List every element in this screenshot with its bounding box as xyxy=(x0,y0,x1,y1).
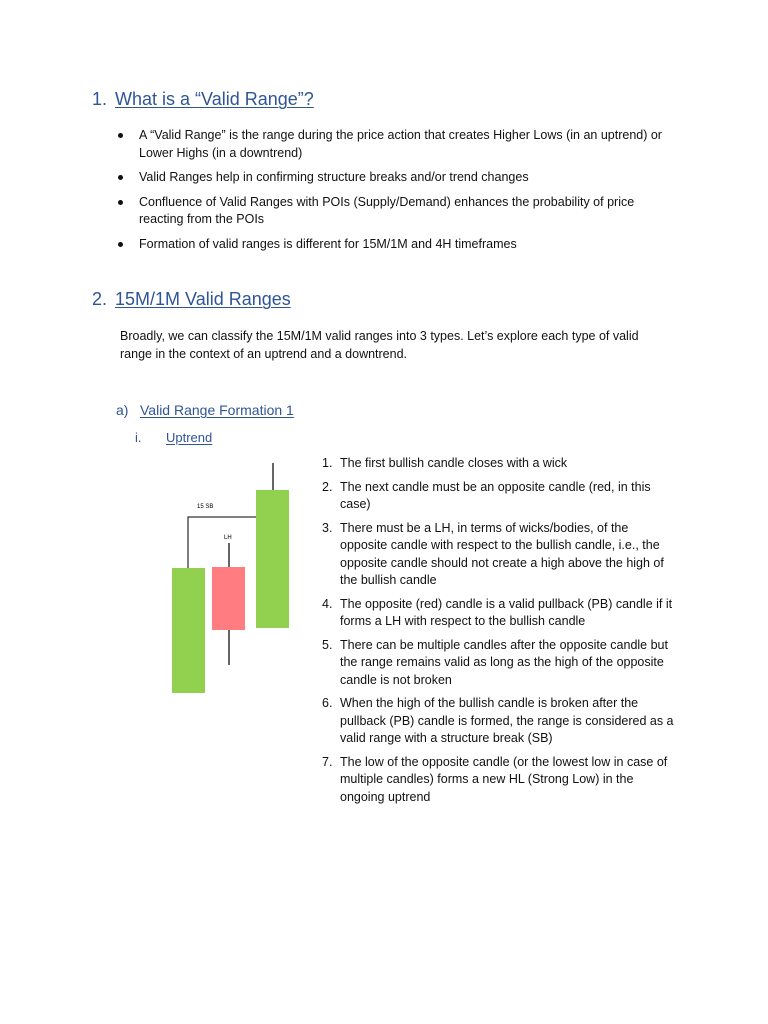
bullish-candle-2 xyxy=(256,490,289,628)
step-item: 3. There must be a LH, in terms of wicks/bodies, of the opposite candle with respect to the bullish candle, i.e., the opposite candle should not create a high above the high of the bullish candle xyxy=(322,520,664,587)
step-item: 5. There can be multiple candles after the opposite candle but the range remains valid as long as the high of the opposite candle is not broken xyxy=(322,637,668,687)
bullet-item: Confluence of Valid Ranges with POIs (Supply/Demand) enhances the probability of price reacting from the POIs xyxy=(116,194,676,229)
subheading-a-title: Valid Range Formation 1 xyxy=(140,402,294,418)
subheading-i xyxy=(135,430,212,445)
step-item: 1. The first bullish candle closes with a wick xyxy=(322,456,568,470)
bullet-item: Formation of valid ranges is different for 15M/1M and 4H timeframes xyxy=(116,236,676,254)
label-structure-break: 15 SB xyxy=(197,504,214,510)
subheading-i-number: i. xyxy=(135,430,142,445)
subheading-i-title: Uptrend xyxy=(166,430,213,445)
bullet-icon xyxy=(118,133,123,138)
section-2-heading xyxy=(92,289,291,310)
bullish-candle-1 xyxy=(172,568,205,693)
step-item: 2. The next candle must be an opposite candle (red, in this case) xyxy=(322,479,651,511)
label-lower-high: LH xyxy=(224,535,232,541)
step-item: 7. The low of the opposite candle (or the lowest low in case of multiple candles) forms a new HL (Strong Low) in the ongoing uptrend xyxy=(322,754,668,804)
section-1-title: What is a “Valid Range”? xyxy=(115,89,314,109)
bullet-icon xyxy=(118,242,123,247)
subheading-a xyxy=(116,402,294,418)
section-1-bullet-list xyxy=(116,127,676,260)
section-1-number: 1. xyxy=(92,89,108,109)
bearish-candle xyxy=(212,567,245,630)
section-2-intro: Broadly, we can classify the 15M/1M valid ranges into 3 types. Let’s explore each type of valid range in the context of an uptrend and a downtrend. xyxy=(120,329,639,361)
bullet-item: Valid Ranges help in confirming structure breaks and/or trend changes xyxy=(116,169,676,187)
section-2-title: 15M/1M Valid Ranges xyxy=(115,289,291,309)
section-1-heading xyxy=(92,89,314,110)
step-item: 4. The opposite (red) candle is a valid pullback (PB) candle if it forms a LH with respect to the bullish candle xyxy=(322,596,673,628)
bullet-icon xyxy=(118,175,123,180)
candlestick-diagram xyxy=(160,455,305,705)
subheading-a-number: a) xyxy=(116,402,129,418)
step-item: 6. When the high of the bullish candle is broken after the pullback (PB) candle is formed, the range is considered as a valid range with a structure break (SB) xyxy=(322,696,674,745)
bullet-icon xyxy=(118,200,123,205)
bullet-item: A “Valid Range” is the range during the price action that creates Higher Lows (in an uptrend) or Lower Highs (in a downtrend) xyxy=(116,127,676,162)
section-2-number: 2. xyxy=(92,289,108,309)
formation-steps-list xyxy=(322,455,674,812)
